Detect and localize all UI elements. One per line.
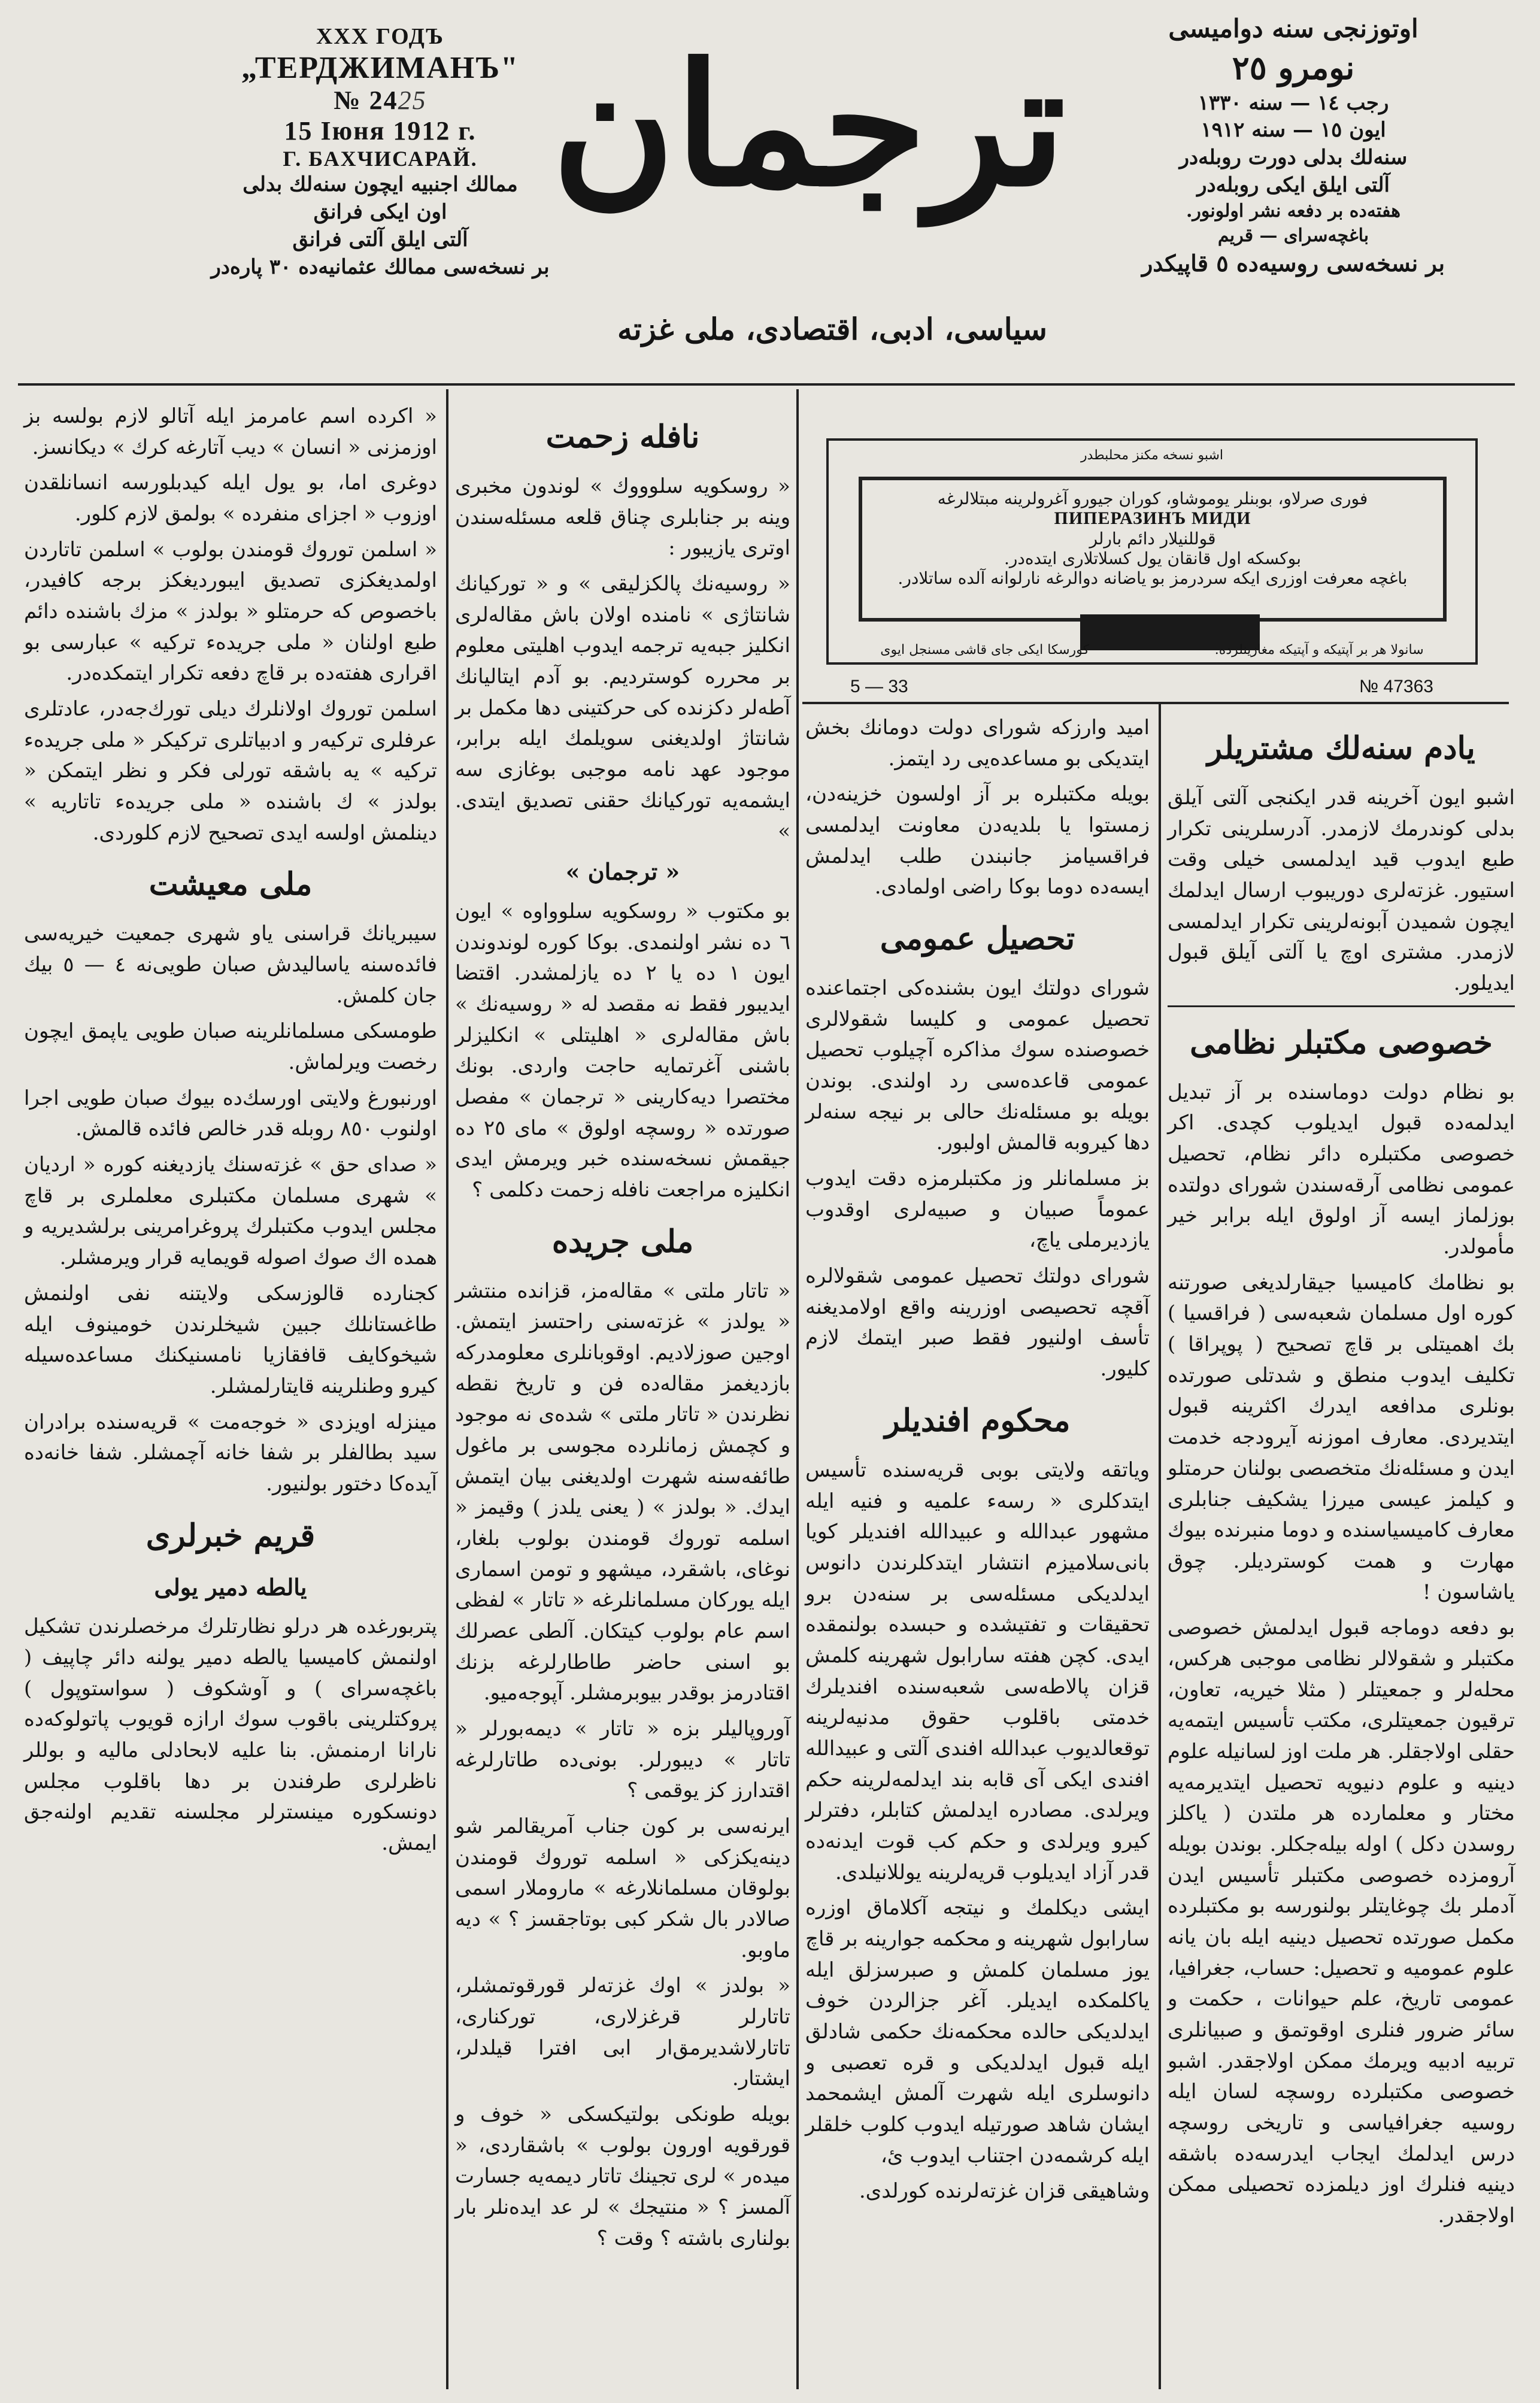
paragraph: « روسكويه سلوووك » لوندون مخبرى وينه بر جنابلرى چناق قلعه مسئله‌سندن اوترى يازيبور : xyxy=(455,474,790,560)
news-item: مينزله اويزدى « خوجه‌مت » قريه‌سنده برادران سيد بطالفلر بر شفا خانه آچمشلر. شفا خانه‌ده آيده‌كا دختور بولنيور. xyxy=(24,1410,437,1496)
date-gregorian: ايون ١٥ — سنه ١٩١٢ xyxy=(1201,118,1386,143)
advertisement-box xyxy=(826,438,1478,665)
paragraph: اسلمن توروك اولانلرك ديلى تورك‌جه‌در، عادتلرى عرفلرى تركيه‌ر و ادبياتلرى تركيكر « ملى جريده‌ء تركيه » يه باشقه تورلى فكر و نظر ايتمكن « بولدز » ك باشنده « ملى جريده‌ء تاتاريه » دينلمش اولسه ايدى تصحيح لازم كلوردى. xyxy=(24,697,437,845)
date-hijri: رجب ١٤ — سنه ١٣٣٠ xyxy=(1198,90,1389,115)
paragraph: بز مسلمانلر وز مكتبلرمزه دقت ايدوب عموماً صبيان و صبيه‌لرى اوقدوب يازديرملى ياچ، xyxy=(805,1166,1150,1253)
publication-frequency: هفته‌ده بر دفعه نشر اولونور. xyxy=(1186,201,1401,222)
subscription-line: اون ايكى فرانق xyxy=(313,199,447,224)
column-3 xyxy=(805,713,1150,2212)
news-item: اورنبورغ ولايتى اورسك‌ده بيوك صبان طويى اجرا اولنوب ٨٥٠ روبله قدر خالص فائده قالمش. xyxy=(24,1086,437,1141)
issue-number-printed: № 24 xyxy=(334,86,398,116)
issue-number xyxy=(156,86,605,116)
annual-price: سنه‌لك بدلى دورت روبله‌در xyxy=(1179,146,1408,170)
paragraph: شوراى دولتك ايون بشنده‌كى اجتماعنده تحصيل عمومى و كليسا شقولالرى خصوصنده سوك مذاكره آچيلوب تحصيل عمومى قاعده‌سى رد اولندى. بوندن بويله بو مسئله‌نك حالى بر نيجه سنه‌لر دها كيروبه قالمش اولبور. xyxy=(805,976,1150,1155)
ad-footer-text: سانولا هر بر آپتيكه و آپتيكه مغازينلرده. xyxy=(1214,643,1424,657)
ad-header: اشبو نسخه مكنز محلبطدر xyxy=(1080,448,1224,463)
section-heading: نافله زحمت xyxy=(545,419,700,455)
paragraph: وشاهيقى قزان غزته‌لرنده كورلدى. xyxy=(859,2179,1150,2204)
column-1 xyxy=(24,401,437,1864)
issue-number-handwritten: 25 xyxy=(398,86,427,116)
advertisement-inner-frame xyxy=(859,477,1447,622)
ad-line: قوللنيلار دائم بارلر xyxy=(1089,529,1216,549)
ad-line: فورى صرلاو، بوبنلر يوموشاو، كوران جيورو آغرولرينه مبتلالرغه xyxy=(937,489,1368,508)
issue-number-ottoman: نومرو ٢٥ xyxy=(1232,48,1355,87)
paragraph: وياتقه ولايتى بوبى قريه‌سنده تأسيس ايتدكلرى « رسه‌ء علميه و فنيه ايله مشهور عبدالله و عبيدالله افنديلر كويا بانى‌سلاميزم انتشار ايتدكلرندن دانوس ايدلديكى مسئله‌سى بر سنه‌دن برو تحقيقات و تفتيشده و حبسده بولنمقده ايدى. كچن هفته سارابول شهرينه كلمش قزان پالاطه‌سى شعبه‌سنده افنديلرك خدمتى باقلوب حقوق مدنيه‌لرينه توقعالديوب عبدالله افندى آلتى و عبيدالله افندى ايكى آى قابه بند ايدلمه‌لرينه حكم ويرلدى. مصادره ايدلمش كتابلر، دفترلر كيرو ويرلدى و حكم كب قوت ايدنه‌ده قدر آزاد ايديلوب قريه‌لرينه يوللانيلدى. xyxy=(805,1457,1150,1884)
news-item: كجنارده قالوزسكى ولايتنه نفى اولنمش طاغستانلك جبين شيخلرندن خومينوف ايله شيخوكايف قافقازيا نامسنيكنك مساعده‌سيله كيرو وطنلرينه قايتارلمشلر. xyxy=(24,1281,437,1398)
masthead-title-block xyxy=(551,24,1066,359)
paragraph: بو مكتوب « روسكويه سلوواوه » ايون ٦ ده نشر اولنمدى. بوكا كوره لوندوندن ايون ١ ده يا ٢ ده يازلمشدر. اقتضا ايديبور فقط نه مقصد له « روسيه‌نك » باش مقاله‌لرى « اهليتلى » انكليزلر باشنى آغرتمايه حاجت واردى. بونك مختصرا ديه‌كارينى « ترجمان » مفصل صورتده « روسچه اولوق » ماى ٢٥ ده جيقمش نسخه‌سنده خبر ويرمش ايدى انكليزه مراجعت نافله زحمت دكلمى ؟ xyxy=(455,899,791,1202)
paragraph: « اكرده اسم عامرمز ايله آتالو لازم بولسه بز اوزمزنى « انسان » ديب آتارغه كرك » ديكانسز. xyxy=(24,404,437,459)
paragraph: « اسلمن توروك قومندن بولوب » اسلمن تاتاردن اولمديغكزى تصديق ايبورديغكز برجه كافيدر، باخصوص كه حرمتلو « بولدز » مزك باشنده دائم طبع اولنان « ملى جريده‌ء تركيه » عبارسى بو اقرارى هفته‌ده بر قاچ دفعه تكرار ايتمكده‌در. xyxy=(24,537,437,686)
ad-product-name: ПИПЕРАЗИНЪ МИДИ xyxy=(1054,508,1251,528)
newspaper-title: ترجمان xyxy=(551,27,1066,224)
issue-date: 15 Іюня 1912 г. xyxy=(284,116,477,146)
column-divider xyxy=(796,389,799,2389)
section-heading: محكوم افنديلر xyxy=(884,1402,1071,1439)
year-line: XXX ГОДЪ xyxy=(316,24,444,49)
paragraph: « بولدز » اوك غزته‌لر قورقوتمشلر، تاتارلر قرغزلارى، توركنارى، تاتارلاشديرمق‌ار ابى افترا قيلدلر، ايشتار. xyxy=(455,1974,790,2091)
paragraph: ايشى ديكلمك و نيتجه آكلاماق اوزره سارابول شهرينه و محكمه جوارينه بر قاچ يوز مسلمان كلمش و صبرسزلق ايله ياكلمكده ايديلر. آغر جزالردن خوف ايدلديكى حالده محكمه‌نك حكمى شادلق ايله قبول ايدلديكى و قره تعصبى و دانوسلرى ايله شهرت آلمش ايشمحمد ايشان شاهد صورتيله ايدوب كلوب خلقلر ايله كرشمه‌دن اجتناب ايدوب ئ، xyxy=(805,1896,1150,2168)
sub-heading: يالطه دمير يولى xyxy=(154,1573,307,1601)
ad-line: باغچه معرفت اوزرى ايكه سردرمز بو ياضانه دوالرغه نارلوانه آلده ساتلادر. xyxy=(898,568,1408,588)
masthead-right xyxy=(1078,12,1509,278)
publication-place: باغچه‌سراى — قريم xyxy=(1217,225,1369,246)
paragraph: اميد وارزكه شوراى دولت دومانك بخش ايتديكى بو مساعده‌يى رد ايتمز. xyxy=(805,716,1150,771)
ad-code-right: № 47363 xyxy=(1359,677,1433,696)
section-heading: ملى معيشت xyxy=(148,866,313,903)
ad-footer xyxy=(829,643,1475,657)
paragraph: پتربورغده هر درلو نظارتلرك مرخصلرندن تشكيل اولنمش كاميسيا يالطه دمير يولنه دائر چاپيف ( باغچه‌سراى ) و آوشكوف ( سواستوپول ) پروكتلرينى باقوب سوك ارازه قويوب پاتولوكه‌ده نارانا ارمنمش. بنا عليه لابحادلى ماليه و بوللر ناظرلرى طرفندن بر دها باقلوب مجلس دونسكوره مينسترلر مجلسنه تقديم اولنه‌جق ايمش. xyxy=(24,1614,437,1856)
paragraph: « روسيه‌نك پالكزليقى » و « توركيانك شانتاژى » نامنده اولان باش مقاله‌لرى انكليز جبه‌يه ترجمه ايدوب اهليتى معلوم بر محرره كوسترديم. بو آدم ايتاليانك آطه‌لر دكزنده كى حركتينى دها مكمل بر شانتاژ اولديغنى سويلمك ايله برابر، موجود عهد نامه موجبى بوغازى سه ايشمه‌يه توركيانك حقنى تصديق ايتدى. » xyxy=(455,572,790,844)
subscription-line: ممالك اجنبيه ايچون سنه‌لك بدلى xyxy=(242,172,518,197)
single-copy-price: بر نسخه‌سى روسيه‌ده ٥ قاپيكدر xyxy=(1141,250,1445,277)
section-heading: ملى جريده xyxy=(551,1223,694,1260)
paragraph: ايرنه‌سى بر كون جناب آمريقالمر شو دينه‌يكزكى « اسلمه توروك قومندن بولوقان مسلمانلارغه » ماروملار اسمى صالادر بال شكر كبى بوتاجقسز ؟ » ديه ماوبو. xyxy=(455,1814,790,1962)
paragraph: دوغرى اما، بو يول ايله كيدبلورسه انسانلقدن اوزوب « اجزاى منفرده » بولمق لازم كلور. xyxy=(24,471,437,526)
city: Г. БАХЧИСАРАЙ. xyxy=(283,146,478,171)
newspaper-subtitle: سياسى، ادبى، اقتصادى، ملى غزته xyxy=(617,311,1047,347)
news-item: « صداى حق » غزته‌سنك يازديغنه كوره « ارديان » شهرى مسلمان مكتبلرى معلملرى بر قاچ مجلس ايدوب مكتبلرك پروغرامرينى برلشديريه و همده اك صوك اصوله قويمايه قرار ويرمشلر. xyxy=(24,1153,437,1270)
section-heading: يادم سنه‌لك مشتريلر xyxy=(1207,730,1475,766)
paragraph: اشبو ايون آخرينه قدر ايكنجى آلتى آيلق بدلى كوندرمك لازمدر. آدرسلرينى تكرار طبع ايدوب قيد ايدلمسى خيلى وقت استيور. غزته‌لرى دوريبوب ارسال ايدلمك ايچون شميدن آبونه‌لرينى تكرار ايدلمسى لازمدر. مشترى اوچ يا آلتى آيلق قبول ايديلور. xyxy=(1168,786,1515,996)
masthead-left xyxy=(156,24,605,281)
paragraph: بويله طونكى بولتيكسكى « خوف و قورقويه اورون بولوب » باشقاردى، « ميده‌ر » لرى تجينك تاتار ديمه‌يه جسارت آلمسز ؟ « منتيجك » لر عد ايده‌نلر بار بولنارى باشته ؟ وقت ؟ xyxy=(455,2102,790,2250)
paragraph: بو نظامك كاميسيا جيقارلديغى صورتنه كوره اول مسلمان شعبه‌سى ( فراقسيا ) بك اهميتلى بر قاچ تصحيح ( پوپراقا ) تكليف ايدوب منطق و شدتلى صورتده بونلرى مدافعه ايدرك اكثرينه قبول ايتديردى. معارف اموزنه آيرودجه خدمت ايدن و مسئله‌نك متخصصى بولنان حرمتلو و كيلمز عيسى ميرزا يشكيف جنابلرى معارف كاميسياسنده و دوما منبرنده بيوك مهارت و همت كوسترديلر. چوق ياشاسون ! xyxy=(1168,1270,1515,1604)
half-year-price: آلتى ايلق ايكى روبله‌در xyxy=(1197,173,1390,198)
paragraph: « تاتار ملتى » مقاله‌مز، قزانده منتشر « يولدز » غزته‌سنى راحتسز ايتمش. اوجين صوزلاديم. اوقوبانلرى معلومدرکه بازديغمز مقاله‌ده فن و تاريخ نقطه نظرندن « تاتار ملتى » شده‌ى نه موجود و كچمش زمانلرده مجوسى بر ماغول طائفه‌سنه شهرت اولديغنى بيان ايتمش ايدك. « بولدز » ( يعنى يلدز ) وقيمز « اسلمه توروك قومندن بولوب بلغار، نوغاى، باشقرد، ميشهو و تومن اسمارى ايله يوركان مسلمانلرغه « تاتار » لفظى اسم عام بولوب كيتكان. آلطى عصرلك بو اسنى حاضر طاطارلرغه بزنك اقتادرمز بوقدر بيوبرمشلر. آپوجه‌ميو. xyxy=(455,1278,790,1705)
column-divider xyxy=(1159,704,1161,2389)
paragraph: بو دفعه دوماجه قبول ايدلمش خصوصى مكتبلر و شقولالر نظامى موجبى هركس، محله‌لر و جمعيتلر ( مثلا خيريه، تعاون، ترقيون جمعيتلرى، مكتب تأسيس ايتمه‌يه حقلى اولاجقلر. هر ملت اوز لسانيله علوم دينيه و علوم دنيويه تحصيل ايتديرمه‌يه مختار و معلمارده هر ملتدن ( ياكلز روسدن دكل ) اوله بيله‌جكلر. بوندن بويله آرومزده خصوصى مكتبلر تأسيس ايدن آدملر بك چوغايتلر بولنورسه بو مكتبلرده مكمل صورتده تحصيل دينيه ايله بان يانه علوم عموميه و تحصيل: حساب، جغرافيا، عمومى تاريخ، علم حيوانات ، حكمت و سائر ضرور فنلرى اوقوتمق و صبيانلرى تربيه ادبيه ويرمك ممكن اولاجقدر. اشبو خصوصى مكتبلرده روسچه لسان ايله روسيه جغرافياسى و تاريخى روسچه درس ايدلمك ايجاب ايدرسه‌ده باشقه دينيه فنلرك اوز ديلمزده تحصيلى ممكن اولاجقدر. xyxy=(1168,1616,1515,2228)
ad-footer-text-2: كورسكا ايكى جاى قاشى مسنجل ايوى xyxy=(880,643,1089,657)
section-divider xyxy=(1168,1005,1515,1007)
section-heading: خصوصى مكتبلر نظامى xyxy=(1190,1024,1493,1061)
ad-line: بوكسكه اول قانقان يول كسلاتلارى ايتده‌در. xyxy=(1004,549,1301,568)
column-4 xyxy=(1168,713,1515,2237)
ad-divider xyxy=(802,702,1509,704)
news-item: طومسكى مسلمانلرينه صبان طويى ياپمق ايچون رخصت ويرلماش. xyxy=(24,1019,437,1075)
column-divider xyxy=(446,389,448,2389)
section-heading: تحصيل عمومى xyxy=(880,920,1075,957)
paragraph: بويله مكتبلره بر آز اولسون خزينه‌دن، زمستوا يا بلديه‌دن معاونت ايدلمسى فراقسيامز جانبندن طلب ايدلمش ايسه‌ده دوما بوكا راضى اولمادى. xyxy=(805,782,1150,899)
newspaper-name-russian: „ТЕРДЖИМАНЪ" xyxy=(241,50,519,85)
subscription-line: بر نسخه‌سى ممالك عثمانيه‌ده ۳۰ پاره‌در xyxy=(211,254,550,279)
column-2 xyxy=(455,401,790,2259)
ad-code-left: 5 — 33 xyxy=(850,677,908,696)
masthead-divider xyxy=(18,383,1515,386)
paragraph: شوراى دولتك تحصيل عمومى شقولالره آقچه تحصيصى اوزرينه واقع اولامديغنه تأسف اولنيور فقط صبر ايتمك لازم كليور. xyxy=(805,1264,1150,1381)
source-tag: « ترجمان » xyxy=(565,858,680,886)
section-heading: قريم خبرلرى xyxy=(145,1517,316,1554)
paragraph: بو نظام دولت دوماسنده بر آز تبديل ايدلمه‌ده قبول ايديلوب كچدى. اكر خصوصى مكتبلره دائر نظام، تحصيل عمومى نظامى آرقه‌سندن شوراى دولتده بوزلماز ايسه آز اولوق ايله برابر خير مأمولدر. xyxy=(1168,1080,1515,1259)
news-item: سيبريانك قراسنى ياو شهرى جمعيت خيريه‌سى فائده‌سنه ياساليدش صبان طويى‌نه ٤ — ٥ بيك جان كلمش. xyxy=(24,922,437,1008)
subscription-line: آلتى ايلق آلتى فرانق xyxy=(292,227,468,251)
year-line-ottoman: اوتوزنجى سنه دواميسى xyxy=(1168,14,1418,43)
paragraph: آوروپاليلر بزه « تاتار » ديمه‌بورلر « تاتار » ديبورلر. بونى‌ده طاتارلرغه اقتدارز كز يوقمى ؟ xyxy=(455,1717,790,1803)
